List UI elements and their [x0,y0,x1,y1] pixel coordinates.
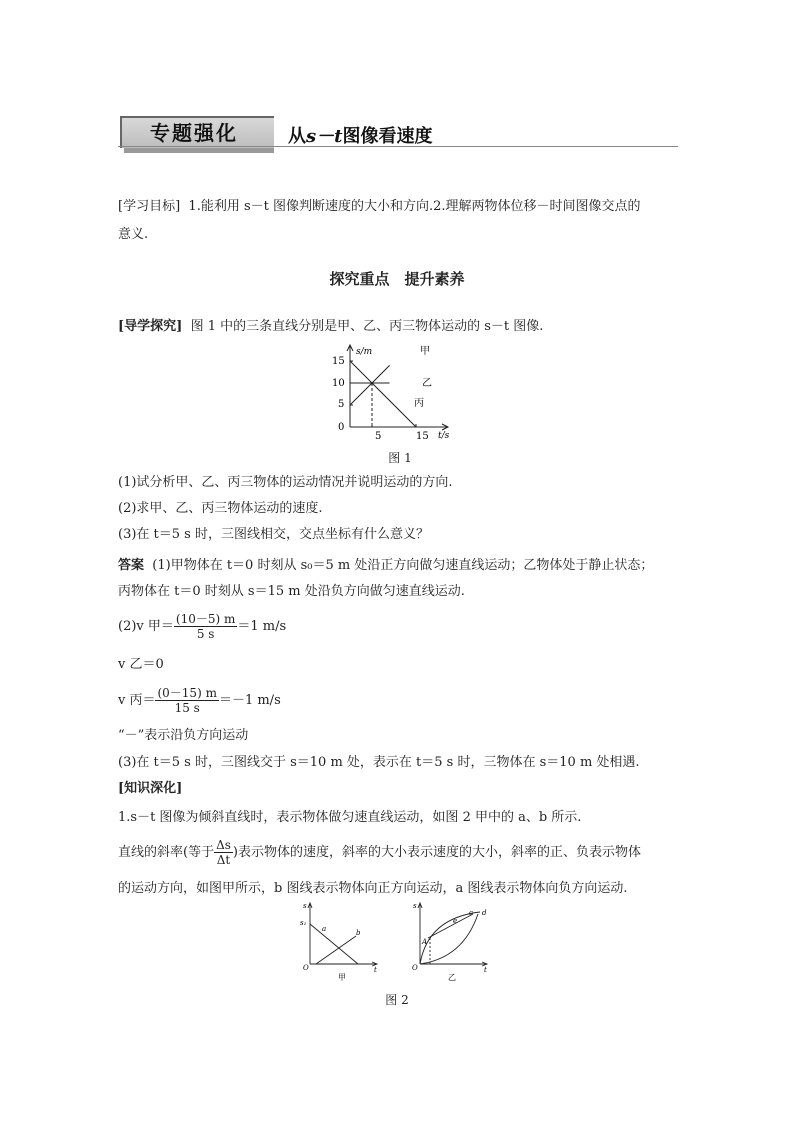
slope-denominator: Δt [216,853,231,867]
answer-note: “－”表示沿负方向运动 [118,728,249,743]
v-jia-result: ＝1 m/s [237,619,287,634]
answer-v-jia [118,612,286,641]
fig2-point-c: c [469,909,473,917]
figure1-y-tick-10: 10 [332,378,345,389]
v-bing-prefix: v 丙＝ [118,693,156,708]
figure1-label-bing: 丙 [414,398,424,409]
fig2-b-label: b [356,929,361,937]
intro-paragraph [118,317,543,337]
deepen-p1: 1.s－t 图像为倾斜直线时，表示物体做匀速直线运动，如图 2 甲中的 a、b 所示. [118,810,582,825]
figure1-y-tick-15: 15 [332,356,345,367]
intro-text: 图 1 中的三条直线分别是甲、乙、丙三物体运动的 s－t 图像. [190,319,544,334]
figure1-label-jia: 甲 [420,346,430,357]
deepen-p3: 的运动方向，如图甲所示，b 图线表示物体向正方向运动，a 图线表示物体向负方向运动. [118,881,628,896]
figure1-label-yi: 乙 [422,378,432,389]
learning-goals-line2: 意义. [118,227,149,242]
fig2-line-b [316,936,356,964]
v-bing-result: ＝－1 m/s [218,693,281,708]
deepen-slope-fraction [214,838,233,867]
header-badge-shadow [124,148,274,153]
figure1-chart [330,342,470,446]
figure2-diagrams [298,898,498,986]
fig2-right-s-label: s [413,902,417,910]
fig2-left-s-label: s [303,902,307,910]
v-jia-fraction [174,612,237,641]
deepen-p2-suffix: )表示物体的速度，斜率的大小表示速度的大小，斜率的正、负表示物体 [232,845,641,860]
answer-1-line2: 丙物体在 t＝0 时刻从 s＝15 m 处沿负方向做匀速直线运动. [118,584,465,599]
v-bing-fraction [155,686,218,715]
section-title: 探究重点 提升素养 [329,270,465,288]
fig2-chord [428,914,473,938]
learning-goals [118,197,688,217]
page-title-var: s－t [306,126,343,147]
figure2-caption: 图 2 [385,993,409,1007]
fig2-line-a [310,924,358,964]
v-bing-numerator: (0－15) m [157,686,217,700]
fig2-point-d: d [482,909,487,917]
fig2-s1-label: s₁ [300,919,307,927]
v-jia-numerator: (10－5) m [175,612,236,626]
answer-v-bing [118,686,281,715]
figure1-y-tick-5: 5 [338,399,345,410]
learning-goals-label: [学习目标] [118,199,181,214]
fig2-left-origin: O [303,964,309,972]
deepen-p2 [118,838,698,867]
answer-1-text: (1)甲物体在 t＝0 时刻从 s₀＝5 m 处沿正方向做匀速直线运动；乙物体处于静止状态； [152,558,654,573]
fig2-left-sub: 甲 [338,973,346,982]
page-title-prefix: 从 [288,126,306,147]
page-title-suffix: 图像看速度 [342,126,433,147]
answer-1-line1 [118,556,688,576]
deepen-p2-prefix: 直线的斜率(等于 [118,845,215,860]
slope-numerator: Δs [216,838,231,852]
figure1-y-tick-0: 0 [338,422,345,433]
answer-label: 答案 [118,558,145,573]
fig2-point-e: e [453,917,458,925]
figure1-caption: 图 1 [388,451,412,465]
answer-v-yi: v 乙＝0 [118,657,164,672]
question-3: (3)在 t＝5 s 时，三图线相交，交点坐标有什么意义？ [118,527,429,542]
page-title [288,122,432,148]
fig2-right-sub: 乙 [448,973,456,982]
fig2-a-label: a [322,925,327,933]
question-1: (1)试分析甲、乙、丙三物体的运动情况并说明运动的方向. [118,475,453,490]
fig2-right-origin: O [412,964,418,972]
v-jia-denominator: 5 s [196,627,215,641]
v-jia-prefix: (2)v 甲＝ [118,619,174,634]
answer-3: (3)在 t＝5 s 时，三图线交于 s＝10 m 处，表示在 t＝5 s 时，三物体在 s＝10 m 处相遇. [118,755,640,770]
figure1-series-line-1 [350,365,390,405]
header-badge-text: 专题强化 [150,121,238,145]
figure1-x-axis-label: t/s [438,431,450,441]
figure1-series-line-3 [350,361,416,427]
fig2-curve-upper [420,912,480,964]
question-2: (2)求甲、乙、丙三物体运动的速度. [118,501,323,516]
header-rule [118,146,678,147]
fig2-point-A: A [422,938,428,946]
fig2-right-t-label: t [484,966,487,974]
intro-label: [导学探究] [118,319,183,334]
fig2-left-t-label: t [374,966,377,974]
figure1-x-tick-15: 15 [416,431,429,442]
v-bing-denominator: 15 s [174,701,200,715]
deepen-label: [知识深化] [118,781,183,796]
figure1-y-axis-label: s/m [356,347,373,357]
learning-goals-line1: 1.能利用 s－t 图像判断速度的大小和方向.2.理解两物体位移－时间图像交点的 [188,199,641,214]
figure1-x-tick-5: 5 [375,431,382,442]
